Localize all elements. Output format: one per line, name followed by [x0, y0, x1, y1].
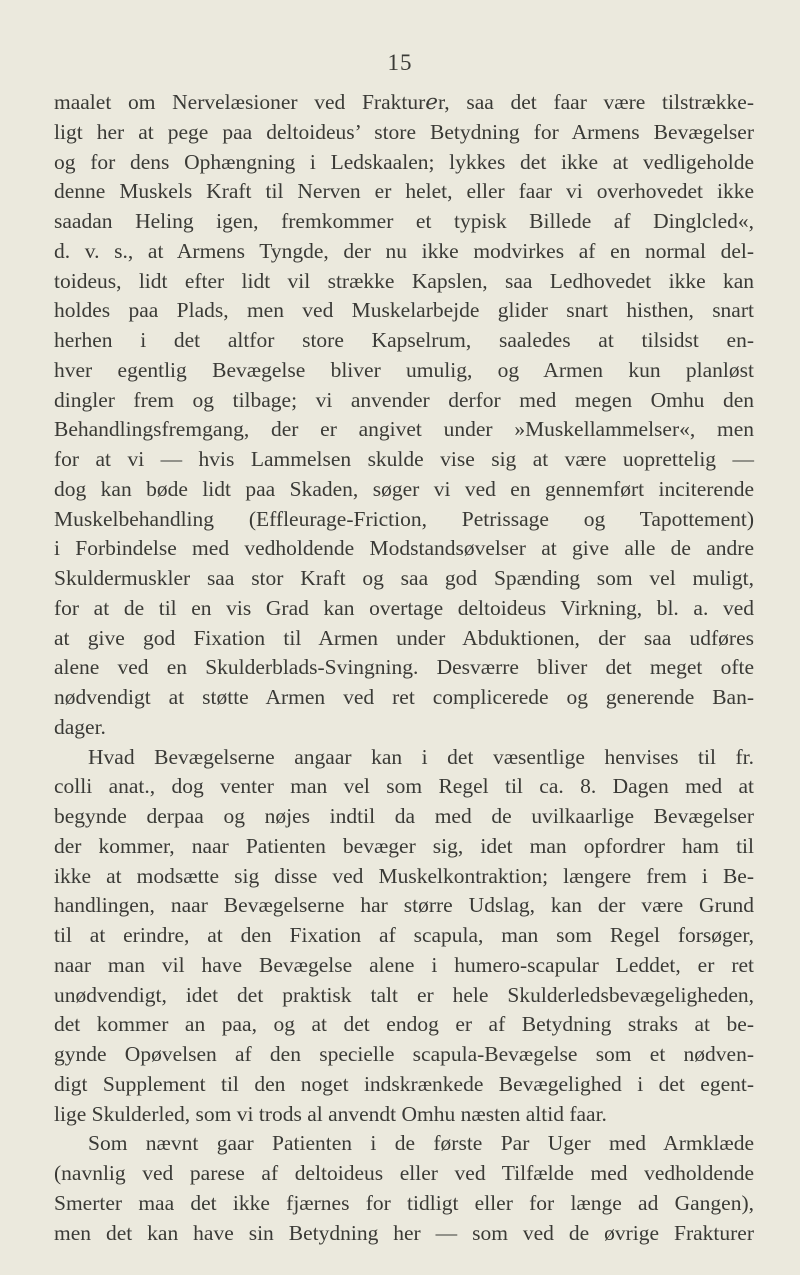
text-line: ligt her at pege paa deltoideus’ store Betydning for Armens Bevægelser: [54, 119, 754, 144]
text-line: nødvendigt at støtte Armen ved ret complicerede og generende Ban-: [54, 685, 754, 709]
text-line: Hvad Bevægelserne angaar kan i det væsentlige henvises til fr.: [88, 744, 754, 769]
text-line: der kommer, naar Patienten bevæger sig, idet man opfordrer ham til: [54, 833, 754, 858]
text-line: holdes paa Plads, men ved Muskelarbejde glider snart histhen, snart: [54, 298, 754, 323]
text-line: i Forbindelse med vedholdende Modstandsøvelser at give alle de andre: [54, 536, 754, 561]
text-line: ikke at modsætte sig disse ved Muskelkontraktion; længere frem i Be-: [54, 863, 754, 888]
body-text: [54, 88, 754, 1248]
text-line: dager.: [54, 714, 106, 739]
text-line: til at erindre, at den Fixation af scapula, man som Regel forsøger,: [54, 923, 754, 947]
page-number: 15: [387, 50, 413, 75]
text-line: og for dens Ophængning i Ledskaalen; lykkes det ikke at vedligeholde: [54, 149, 754, 174]
text-line: Smerter maa det ikke fjærnes for tidligt eller for længe ad Gangen),: [54, 1190, 754, 1215]
text-line: herhen i det altfor store Kapselrum, saaledes at tilsidst en-: [54, 328, 754, 352]
text-line: colli anat., dog venter man vel som Regel til ca. 8. Dagen med at: [54, 774, 754, 799]
text-line: for at vi — hvis Lammelsen skulde vise sig at være uoprettelig —: [54, 447, 754, 471]
text-line: d. v. s., at Armens Tyngde, der nu ikke modvirkes af en normal del-: [54, 238, 754, 263]
text-line: dog kan bøde lidt paa Skaden, søger vi ved en gennemført inciterende: [54, 476, 754, 501]
text-line: dingler frem og tilbage; vi anvender derfor med megen Omhu den: [54, 387, 754, 412]
text-line: gynde Opøvelsen af den specielle scapula-Bevægelse som et nødven-: [54, 1042, 754, 1066]
text-line: toideus, lidt efter lidt vil strække Kapslen, saa Ledhovedet ikke kan: [54, 268, 754, 293]
text-line: lige Skulderled, som vi trods al anvendt Omhu næsten altid faar.: [54, 1101, 607, 1126]
text-line: denne Muskels Kraft til Nerven er helet, eller faar vi overhovedet ikke: [54, 179, 754, 204]
text-line: hver egentlig Bevægelse bliver umulig, og Armen kun planløst: [54, 357, 754, 382]
text-line: digt Supplement til den noget indskrænkede Bevægelighed i det egent-: [54, 1071, 754, 1096]
text-line: men det kan have sin Betydning her — som ved de øvrige Frakturer: [54, 1220, 754, 1245]
text-line: begynde derpaa og nøjes indtil da med de uvilkaarlige Bevægelser: [54, 804, 754, 828]
text-line: handlingen, naar Bevægelserne har større Udslag, kan der være Grund: [54, 893, 754, 918]
text-line: for at de til en vis Grad kan overtage deltoideus Virkning, bl. a. ved: [54, 595, 754, 620]
text-line: naar man vil have Bevægelse alene i humero-scapular Leddet, er ret: [54, 952, 754, 977]
text-line: alene ved en Skulderblads-Svingning. Desværre bliver det meget ofte: [54, 655, 754, 680]
text-line: Skuldermuskler saa stor Kraft og saa god Spænding som vel muligt,: [54, 566, 754, 590]
text-line: maalet om Nervelæsioner ved Fraktur𝑒r, saa det faar være tilstrække-: [54, 90, 754, 114]
text-line: at give god Fixation til Armen under Abduktionen, der saa udføres: [54, 625, 754, 650]
text-line: Som nævnt gaar Patienten i de første Par Uger med Armklæde: [88, 1131, 754, 1156]
text-line: unødvendigt, idet det praktisk talt er hele Skulderledsbevægeligheden,: [54, 982, 754, 1007]
text-line: det kommer an paa, og at det endog er af Betydning straks at be-: [54, 1012, 754, 1037]
text-line: Behandlingsfremgang, der er angivet under »Muskellammelser«, men: [54, 417, 754, 442]
text-line: saadan Heling igen, fremkommer et typisk Billede af Dinglcled«,: [54, 209, 754, 233]
text-line: (navnlig ved parese af deltoideus eller ved Tilfælde med vedholdende: [54, 1161, 754, 1185]
text-line: Muskelbehandling (Effleurage-Friction, Petrissage og Tapottement): [54, 506, 754, 531]
